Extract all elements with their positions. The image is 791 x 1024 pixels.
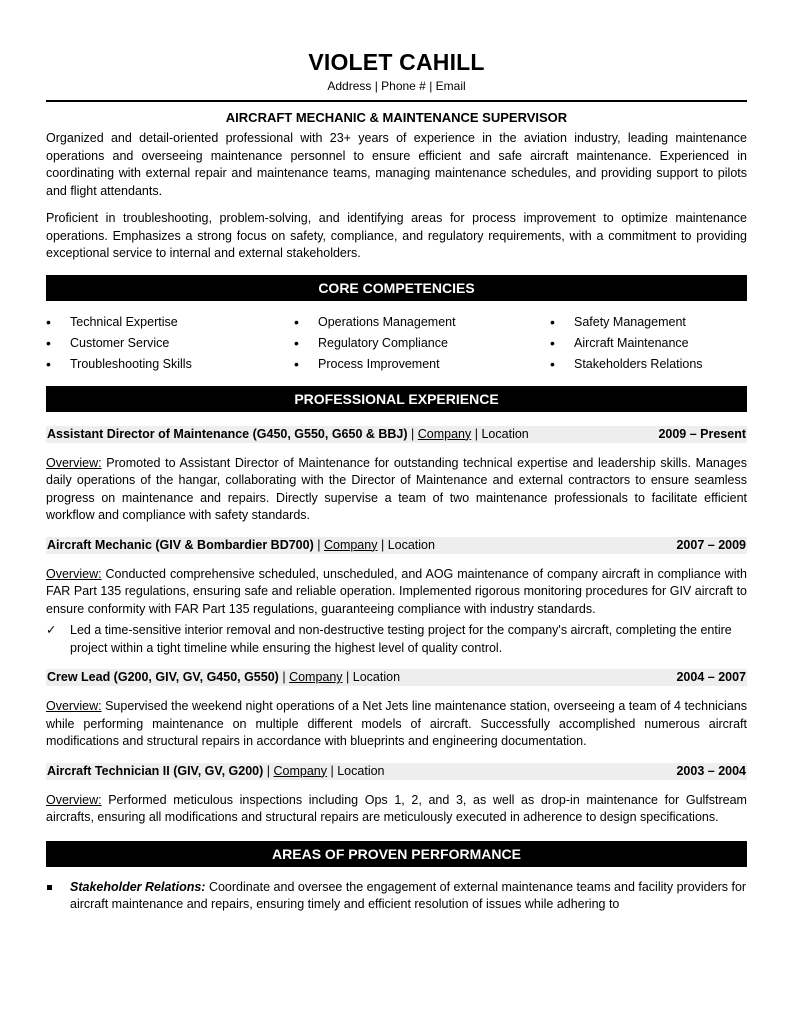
achievement-text: Led a time-sensitive interior removal and non-destructive testing project for the company's aircraft, completing the entire project within a tight timeline while ensuring the highest level of quality control. — [70, 623, 732, 655]
job-title: Aircraft Technician II (GIV, GV, G200) — [47, 763, 264, 778]
competency-item: • Troubleshooting Skills — [46, 354, 294, 375]
company-name: Company — [417, 426, 472, 441]
separator: | — [411, 426, 415, 441]
section-heading-core-competencies: CORE COMPETENCIES — [46, 275, 747, 301]
square-bullet-icon — [47, 885, 52, 890]
professional-headline: AIRCRAFT MECHANIC & MAINTENANCE SUPERVISOR — [225, 110, 568, 125]
performance-item — [46, 879, 747, 914]
candidate-name: VIOLET CAHILL — [308, 49, 485, 75]
company-name: Company — [323, 537, 378, 552]
performance-label: Stakeholder Relations: — [70, 879, 206, 894]
contact-line: Address | Phone # | Email — [327, 79, 466, 93]
overview-label: Overview: — [46, 792, 102, 807]
job-title: Aircraft Mechanic (GIV & Bombardier BD700) — [47, 537, 314, 552]
competency-item: • Technical Expertise — [46, 312, 294, 333]
competency-item: • Process Improvement — [294, 354, 550, 375]
overview-text: Supervised the weekend night operations of a Net Jets line maintenance station, overseeing a team of 4 technicians while performing maintenance on multiple different models of aircraft. Successfully accomplished numerous aircraft modifications and structural repairs in accordance with blueprints and engineering documentation. — [46, 699, 747, 748]
resume-page — [46, 0, 747, 914]
competency-item: • Stakeholders Relations — [550, 354, 747, 375]
competency-item: • Regulatory Compliance — [294, 333, 550, 354]
overview-text: Conducted comprehensive scheduled, unscheduled, and AOG maintenance of company aircraft in compliance with FAR Part 135 regulations, ensuring safe and reliable operation. Implemented rigorous monitoring procedures for GIV aircraft to ensure conformity with FAR Part 135 regulations, guaranteeing compliance with industry standards. — [46, 566, 747, 616]
job-title-line — [47, 537, 435, 554]
job-title-line — [47, 426, 529, 443]
separator: | — [380, 537, 385, 552]
job-header — [46, 537, 747, 554]
checkmark-icon: ✓ — [46, 623, 57, 637]
job-location: Location — [337, 763, 385, 778]
competency-item: • Customer Service — [46, 333, 294, 354]
job-overview — [46, 792, 747, 827]
job-title: Crew Lead (G200, GIV, GV, G450, G550) — [47, 670, 279, 684]
job-title: Assistant Director of Maintenance (G450, G550, G650 & BBJ) — [47, 426, 408, 441]
job-dates: 2007 – 2009 — [676, 537, 746, 552]
section-heading-professional-experience: PROFESSIONAL EXPERIENCE — [46, 386, 747, 412]
performance-text: Coordinate and oversee the engagement of external maintenance teams and facility providers for aircraft maintenance and repairs, ensuring timely and efficient resolution of issues while adhering to — [70, 879, 747, 911]
competencies-grid — [46, 312, 747, 375]
overview-label: Overview: — [46, 699, 102, 713]
job-dates: 2004 – 2007 — [676, 670, 746, 684]
competency-item: • Operations Management — [294, 312, 550, 333]
job-header — [46, 426, 747, 443]
header-divider — [46, 100, 747, 102]
company-name: Company — [289, 670, 343, 684]
separator: | — [266, 763, 271, 778]
job-location: Location — [387, 537, 435, 552]
job-title-line — [47, 669, 400, 686]
summary-paragraph-1: Organized and detail-oriented professional with 23+ years of experience in the aviation industry, leading maintenance operations and overseeing maintenance personnel to ensure efficient and safe aircraft maintenance. Experienced in coordinating with external repair and maintenance teams, managing maintenance schedules, and providing support to pilots and flight attendants. — [46, 131, 747, 198]
job-header — [46, 763, 747, 780]
separator: | — [330, 763, 334, 778]
overview-label: Overview: — [46, 566, 102, 581]
overview-label: Overview: — [46, 455, 102, 470]
competency-item: • Safety Management — [550, 312, 747, 333]
achievement-list — [46, 622, 747, 657]
competencies-column-2 — [294, 312, 550, 375]
job-header — [46, 669, 747, 686]
performance-list — [46, 879, 747, 914]
separator: | — [474, 426, 478, 441]
achievement-item — [46, 622, 747, 657]
summary-paragraph-2: Proficient in troubleshooting, problem-solving, and identifying areas for process improvement to optimize maintenance operations. Emphasizes a strong focus on safety, compliance, and regulatory requirements, with a commitment to providing exceptional service to internal and external stakeholders. — [46, 211, 747, 260]
separator: | — [282, 670, 286, 684]
competencies-column-1 — [46, 312, 294, 375]
job-location: Location — [481, 426, 529, 441]
company-name: Company — [273, 763, 328, 778]
job-location: Location — [352, 670, 401, 684]
job-dates: 2009 – Present — [658, 426, 746, 441]
job-overview — [46, 698, 747, 751]
separator: | — [346, 670, 350, 684]
overview-text: Performed meticulous inspections including Ops 1, 2, and 3, as well as drop-in maintenance for Gulfstream aircrafts, ensuring all modifications and structural repairs are meticulously executed in adherence to design specifications. — [46, 792, 747, 824]
separator: | — [317, 537, 321, 552]
section-heading-areas-of-proven-performance: AREAS OF PROVEN PERFORMANCE — [46, 841, 747, 867]
overview-text: Promoted to Assistant Director of Maintenance for outstanding technical expertise and leadership skills. Manages daily operations of the hangar, collaborating with the Director of Maintenance and external contractors to ensure seamless progress on maintenance and repairs. Directly supervise a team of two maintenance professionals to facilitate efficient workflow and compliance with safety standards. — [46, 455, 747, 522]
job-title-line — [47, 763, 385, 780]
job-overview — [46, 566, 747, 619]
job-dates: 2003 – 2004 — [676, 763, 746, 778]
job-overview — [46, 455, 747, 525]
competency-item: • Aircraft Maintenance — [550, 333, 747, 354]
competencies-column-3 — [550, 312, 747, 375]
